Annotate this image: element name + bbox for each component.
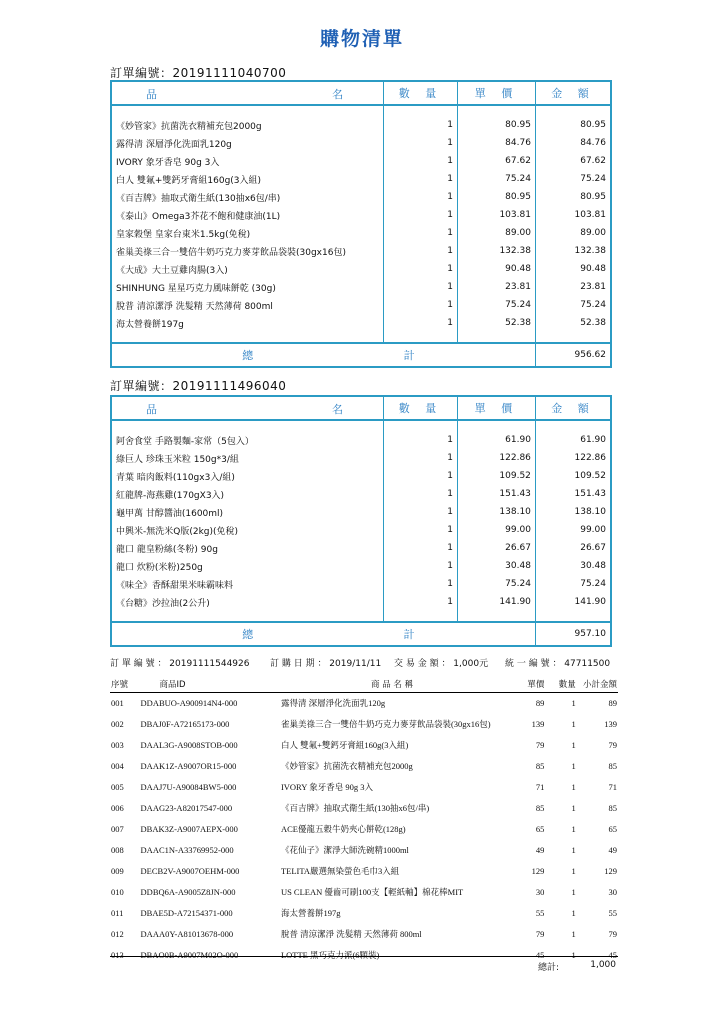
item-price: 75.24	[457, 296, 535, 314]
item-price: 99.00	[457, 521, 535, 539]
item-name: 白人 雙氟+雙鈣牙膏組160g(3入組)	[111, 170, 384, 188]
item-price: 151.43	[457, 485, 535, 503]
total-label: 總	[111, 343, 384, 367]
detail-order-date: 訂 購 日 期 ： 2019/11/11	[270, 659, 382, 669]
detail-seq: 002	[111, 719, 124, 729]
detail-qty: 1	[571, 803, 576, 813]
detail-seq: 003	[111, 740, 124, 750]
detail-pname: US CLEAN 優齒可刷100支【輕紙軸】棉花棒MIT	[280, 887, 464, 897]
detail-seq: 005	[111, 782, 124, 792]
detail-order-number: 訂 單 編 號 ： 20191111544926	[110, 659, 250, 669]
item-name: 阿舍食堂 手路製麵-家常（5包入）	[111, 431, 384, 449]
item-price: 122.86	[457, 449, 535, 467]
table-row	[110, 819, 618, 840]
table-row	[111, 503, 611, 521]
item-amount: 151.43	[535, 485, 611, 503]
column-header-amount: 金 額	[535, 81, 611, 105]
table-row	[111, 314, 611, 332]
detail-pname: 《百吉牌》抽取式衛生紙(130抽x6包/串)	[280, 803, 430, 813]
detail-pname: 脫普 清涼潔淨 洗髮精 天然薄荷 800ml	[280, 929, 422, 939]
item-qty: 1	[384, 188, 458, 206]
detail-pname: LOTTE 黑巧克力派(6顆裝)	[280, 950, 380, 960]
column-header-name: 品 名	[111, 396, 384, 420]
table-row	[111, 152, 611, 170]
item-price: 30.48	[457, 557, 535, 575]
table-row	[110, 693, 618, 715]
detail-pid: DBAK3Z-A9007AEPX-000	[140, 824, 238, 834]
detail-pid: DDABUO-A900914N4-000	[140, 698, 238, 708]
table-row	[111, 485, 611, 503]
item-name: 海太營養餅197g	[111, 314, 384, 332]
detail-price: 129	[531, 866, 545, 876]
detail-seq: 008	[111, 845, 124, 855]
table-row	[111, 539, 611, 557]
detail-pid: DBAJ0F-A72165173-000	[140, 719, 230, 729]
detail-subtotal: 139	[604, 719, 617, 729]
item-amount: 75.24	[535, 296, 611, 314]
item-qty: 1	[384, 449, 458, 467]
column-header-qty: 數量	[545, 676, 576, 693]
item-name: 脫普 清涼潔淨 洗髮精 天然薄荷 800ml	[111, 296, 384, 314]
item-name: 《台糖》沙拉油(2公升)	[111, 593, 384, 611]
detail-subtotal: 89	[608, 698, 617, 708]
item-name: 龜甲萬 甘醇醬油(1600ml)	[111, 503, 384, 521]
detail-seq: 004	[111, 761, 124, 771]
table-row	[111, 188, 611, 206]
detail-price: 30	[535, 887, 545, 897]
order-total: 956.62	[535, 343, 611, 367]
item-amount: 23.81	[535, 278, 611, 296]
detail-pid: DAAK1Z-A9007OR15-000	[140, 761, 237, 771]
detail-pname: 《妙管家》抗菌洗衣精補充包2000g	[280, 761, 413, 771]
detail-seq: 013	[111, 950, 124, 960]
detail-qty: 1	[571, 782, 576, 792]
item-name: 露得清 深層淨化洗面乳120g	[111, 134, 384, 152]
grand-total-value: 1,000	[590, 960, 616, 970]
detail-pname: TELITA嚴選無染螢色毛巾3入組	[280, 866, 400, 876]
column-header-pid: 商品ID	[140, 676, 280, 693]
grand-total-label: 總計:	[538, 963, 560, 973]
table-row	[111, 116, 611, 134]
detail-pname: 《花仙子》潔淨大師洗碗精1000ml	[280, 845, 409, 855]
table-row	[110, 840, 618, 861]
table-row	[111, 134, 611, 152]
item-name: 《大成》大土豆雞肉腸(3入)	[111, 260, 384, 278]
item-qty: 1	[384, 485, 458, 503]
detail-price: 79	[535, 740, 545, 750]
detail-price: 65	[535, 824, 545, 834]
detail-pid: DAAG23-A82017547-000	[140, 803, 233, 813]
detail-pid: DBAO0B-A9007M02O-000	[140, 950, 239, 960]
detail-subtotal: 65	[608, 824, 617, 834]
item-amount: 75.24	[535, 170, 611, 188]
table-row	[111, 278, 611, 296]
detail-qty: 1	[571, 698, 576, 708]
detail-subtotal: 45	[608, 950, 617, 960]
detail-table	[110, 676, 618, 966]
detail-qty: 1	[571, 740, 576, 750]
detail-pid: DAAA0Y-A81013678-000	[140, 929, 234, 939]
detail-subtotal: 79	[608, 740, 617, 750]
item-amount: 30.48	[535, 557, 611, 575]
detail-price: 71	[535, 782, 545, 792]
column-header-subtotal: 小計金額	[577, 676, 618, 693]
detail-pid: DBAE5D-A72154371-000	[140, 908, 233, 918]
total-label: 總	[111, 622, 384, 646]
column-header-qty: 數 量	[384, 396, 458, 420]
item-price: 138.10	[457, 503, 535, 521]
item-amount: 90.48	[535, 260, 611, 278]
item-price: 103.81	[457, 206, 535, 224]
item-price: 80.95	[457, 188, 535, 206]
detail-price: 55	[535, 908, 545, 918]
table-row	[111, 296, 611, 314]
detail-qty: 1	[571, 845, 576, 855]
detail-subtotal: 71	[608, 782, 617, 792]
column-header-price: 單價	[504, 676, 545, 693]
item-amount: 141.90	[535, 593, 611, 611]
detail-price: 89	[535, 698, 545, 708]
detail-price: 45	[535, 950, 545, 960]
table-row	[111, 521, 611, 539]
item-name: 紅龍牌-海燕雞(170gX3入)	[111, 485, 384, 503]
table-row	[110, 861, 618, 882]
item-qty: 1	[384, 593, 458, 611]
table-row	[111, 593, 611, 611]
detail-subtotal: 79	[608, 929, 617, 939]
detail-seq: 007	[111, 824, 124, 834]
item-qty: 1	[384, 152, 458, 170]
item-qty: 1	[384, 242, 458, 260]
divider	[110, 956, 618, 957]
item-qty: 1	[384, 575, 458, 593]
item-name: 《百吉牌》抽取式衛生紙(130抽x6包/串)	[111, 188, 384, 206]
table-row	[111, 431, 611, 449]
order-number: 訂單編號：20191111496040	[110, 379, 287, 393]
item-qty: 1	[384, 557, 458, 575]
order-table: 品 名 數 量 單 價 金 額 《妙管家》抗菌洗衣精補充包2000g 1 80.95 80.95 露得清 深層淨化洗面乳120g 1 84.76 84.76 IVORY 象牙香皂 90g 3入 1 67.62 67.62 白人 雙氟+雙鈣牙膏組160g(3入組) 1 75.24 75.24 《百吉牌》抽取式衛生紙(130抽x6包/串) 1 80.95 80.95 《泰山》Omega3芥花不飽和健康油(1L) 1 103.81 103.81 皇家穀堡 皇家台東米1.5kg(免稅) 1 89.00 89.00 雀巢美祿三合一雙倍牛奶巧克力麥芽飲品袋裝(30gx16包) 1 132.38 132.38 《大成》大土豆雞肉腸(3入) 1 90.48 90.48 SHINHUNG 星星巧克力風味餅乾 (30g) 1 23.81 23.81 脫普 清涼潔淨 洗髮精 天然薄荷 800ml 1 75.24 75.24 海太營養餅197g 1 52.38 52.38 總 計 956.62	[110, 80, 612, 368]
detail-pname: ACE優龍五穀牛奶夾心餅乾(128g)	[280, 824, 406, 834]
detail-seq: 001	[111, 698, 124, 708]
item-qty: 1	[384, 170, 458, 188]
table-row	[110, 924, 618, 945]
order-table: 品 名 數 量 單 價 金 額 阿舍食堂 手路製麵-家常（5包入） 1 61.90 61.90 綠巨人 珍珠玉米粒 150g*3/組 1 122.86 122.86 青葉 暗肉飯料(110gx3入/組) 1 109.52 109.52 紅龍牌-海燕雞(170gX3入) 1 151.43 151.43 龜甲萬 甘醇醬油(1600ml) 1 138.10 138.10 中興米-無洗米Q版(2kg)(免稅) 1 99.00 99.00 龍口 龍皇粉絲(冬粉) 90g 1 26.67 26.67 龍口 炊粉(米粉)250g 1 30.48 30.48 《味全》香酥甜果米味霸味料 1 75.24 75.24 《台糖》沙拉油(2公升) 1 141.90 141.90 總 計 957.10	[110, 395, 612, 647]
detail-qty: 1	[571, 950, 576, 960]
column-header-price: 單 價	[457, 81, 535, 105]
detail-subtotal: 30	[608, 887, 617, 897]
detail-seq: 012	[111, 929, 124, 939]
item-price: 67.62	[457, 152, 535, 170]
detail-qty: 1	[571, 824, 576, 834]
table-row	[111, 170, 611, 188]
item-amount: 61.90	[535, 431, 611, 449]
item-name: 《妙管家》抗菌洗衣精補充包2000g	[111, 116, 384, 134]
item-price: 26.67	[457, 539, 535, 557]
item-qty: 1	[384, 206, 458, 224]
detail-price: 49	[535, 845, 545, 855]
item-amount: 132.38	[535, 242, 611, 260]
page-title: 購物清單	[319, 28, 404, 50]
detail-pid: DAAL3G-A9008STOB-000	[140, 740, 238, 750]
detail-price: 85	[535, 803, 545, 813]
detail-subtotal: 85	[608, 803, 617, 813]
detail-price: 139	[531, 719, 545, 729]
table-row	[111, 224, 611, 242]
detail-pname: 白人 雙氟+雙鈣牙膏組160g(3入組)	[280, 740, 409, 750]
detail-pname: 海太營養餅197g	[280, 908, 341, 918]
item-qty: 1	[384, 503, 458, 521]
item-name: 綠巨人 珍珠玉米粒 150g*3/組	[111, 449, 384, 467]
item-price: 141.90	[457, 593, 535, 611]
table-row	[110, 714, 618, 735]
detail-seq: 011	[111, 908, 124, 918]
detail-pid: DAAJ7U-A90084BW5-000	[140, 782, 237, 792]
order-total: 957.10	[535, 622, 611, 646]
item-price: 61.90	[457, 431, 535, 449]
column-header-qty: 數 量	[384, 81, 458, 105]
item-name: 雀巢美祿三合一雙倍牛奶巧克力麥芽飲品袋裝(30gx16包)	[111, 242, 384, 260]
detail-subtotal: 55	[608, 908, 617, 918]
item-price: 84.76	[457, 134, 535, 152]
item-amount: 109.52	[535, 467, 611, 485]
item-amount: 52.38	[535, 314, 611, 332]
detail-price: 79	[535, 929, 545, 939]
column-header-name: 品 名	[111, 81, 384, 105]
item-qty: 1	[384, 467, 458, 485]
item-qty: 1	[384, 314, 458, 332]
item-amount: 80.95	[535, 116, 611, 134]
detail-subtotal: 49	[608, 845, 617, 855]
item-qty: 1	[384, 521, 458, 539]
detail-seq: 006	[111, 803, 124, 813]
detail-price: 85	[535, 761, 545, 771]
column-header-amount: 金 額	[535, 396, 611, 420]
item-name: 龍口 龍皇粉絲(冬粉) 90g	[111, 539, 384, 557]
detail-qty: 1	[571, 887, 576, 897]
item-qty: 1	[384, 296, 458, 314]
item-price: 90.48	[457, 260, 535, 278]
table-row	[111, 449, 611, 467]
table-row	[111, 206, 611, 224]
detail-tax-id: 統 一 編 號 ： 47711500	[505, 659, 611, 669]
table-row	[111, 260, 611, 278]
item-qty: 1	[384, 260, 458, 278]
item-name: IVORY 象牙香皂 90g 3入	[111, 152, 384, 170]
item-amount: 80.95	[535, 188, 611, 206]
item-amount: 122.86	[535, 449, 611, 467]
table-row	[111, 467, 611, 485]
detail-qty: 1	[571, 929, 576, 939]
detail-seq: 010	[111, 887, 124, 897]
item-name: 皇家穀堡 皇家台東米1.5kg(免稅)	[111, 224, 384, 242]
item-amount: 103.81	[535, 206, 611, 224]
detail-pname: 露得清 深層淨化洗面乳120g	[280, 698, 386, 708]
item-amount: 67.62	[535, 152, 611, 170]
detail-qty: 1	[571, 719, 576, 729]
item-qty: 1	[384, 134, 458, 152]
item-qty: 1	[384, 431, 458, 449]
item-price: 23.81	[457, 278, 535, 296]
item-name: 青葉 暗肉飯料(110gx3入/組)	[111, 467, 384, 485]
item-name: 《泰山》Omega3芥花不飽和健康油(1L)	[111, 206, 384, 224]
table-row	[111, 242, 611, 260]
order-number: 訂單編號：20191111040700	[110, 66, 287, 80]
item-name: SHINHUNG 星星巧克力風味餅乾 (30g)	[111, 278, 384, 296]
detail-qty: 1	[571, 761, 576, 771]
detail-amount: 交 易 金 額 ： 1,000元	[394, 659, 489, 669]
detail-pid: DAAC1N-A33769952-000	[140, 845, 234, 855]
column-header-seq: 序號	[110, 676, 140, 693]
item-qty: 1	[384, 224, 458, 242]
table-row	[111, 557, 611, 575]
detail-seq: 009	[111, 866, 124, 876]
item-qty: 1	[384, 116, 458, 134]
item-price: 109.52	[457, 467, 535, 485]
detail-qty: 1	[571, 866, 576, 876]
item-amount: 138.10	[535, 503, 611, 521]
item-amount: 84.76	[535, 134, 611, 152]
detail-subtotal: 129	[604, 866, 617, 876]
column-header-price: 單 價	[457, 396, 535, 420]
item-price: 75.24	[457, 170, 535, 188]
item-qty: 1	[384, 278, 458, 296]
table-row	[110, 798, 618, 819]
table-row	[110, 903, 618, 924]
item-name: 中興米-無洗米Q版(2kg)(免稅)	[111, 521, 384, 539]
detail-subtotal: 85	[608, 761, 617, 771]
item-qty: 1	[384, 539, 458, 557]
item-amount: 89.00	[535, 224, 611, 242]
table-row	[110, 882, 618, 903]
item-price: 132.38	[457, 242, 535, 260]
column-header-pname: 商 品 名 稱	[280, 676, 504, 693]
item-amount: 75.24	[535, 575, 611, 593]
item-amount: 26.67	[535, 539, 611, 557]
table-row	[110, 777, 618, 798]
table-row	[111, 575, 611, 593]
item-price: 75.24	[457, 575, 535, 593]
detail-qty: 1	[571, 908, 576, 918]
item-price: 80.95	[457, 116, 535, 134]
detail-pid: DDBQ6A-A9005Z8JN-000	[140, 887, 236, 897]
detail-pid: DECB2V-A9007OEHM-000	[140, 866, 240, 876]
item-amount: 99.00	[535, 521, 611, 539]
item-price: 52.38	[457, 314, 535, 332]
table-row	[110, 735, 618, 756]
table-row	[110, 756, 618, 777]
detail-pname: 雀巢美祿三合一雙倍牛奶巧克力麥芽飲品袋裝(30gx16包)	[280, 719, 491, 729]
item-name: 《味全》香酥甜果米味霸味料	[111, 575, 384, 593]
item-name: 龍口 炊粉(米粉)250g	[111, 557, 384, 575]
item-price: 89.00	[457, 224, 535, 242]
detail-pname: IVORY 象牙香皂 90g 3入	[280, 782, 373, 792]
